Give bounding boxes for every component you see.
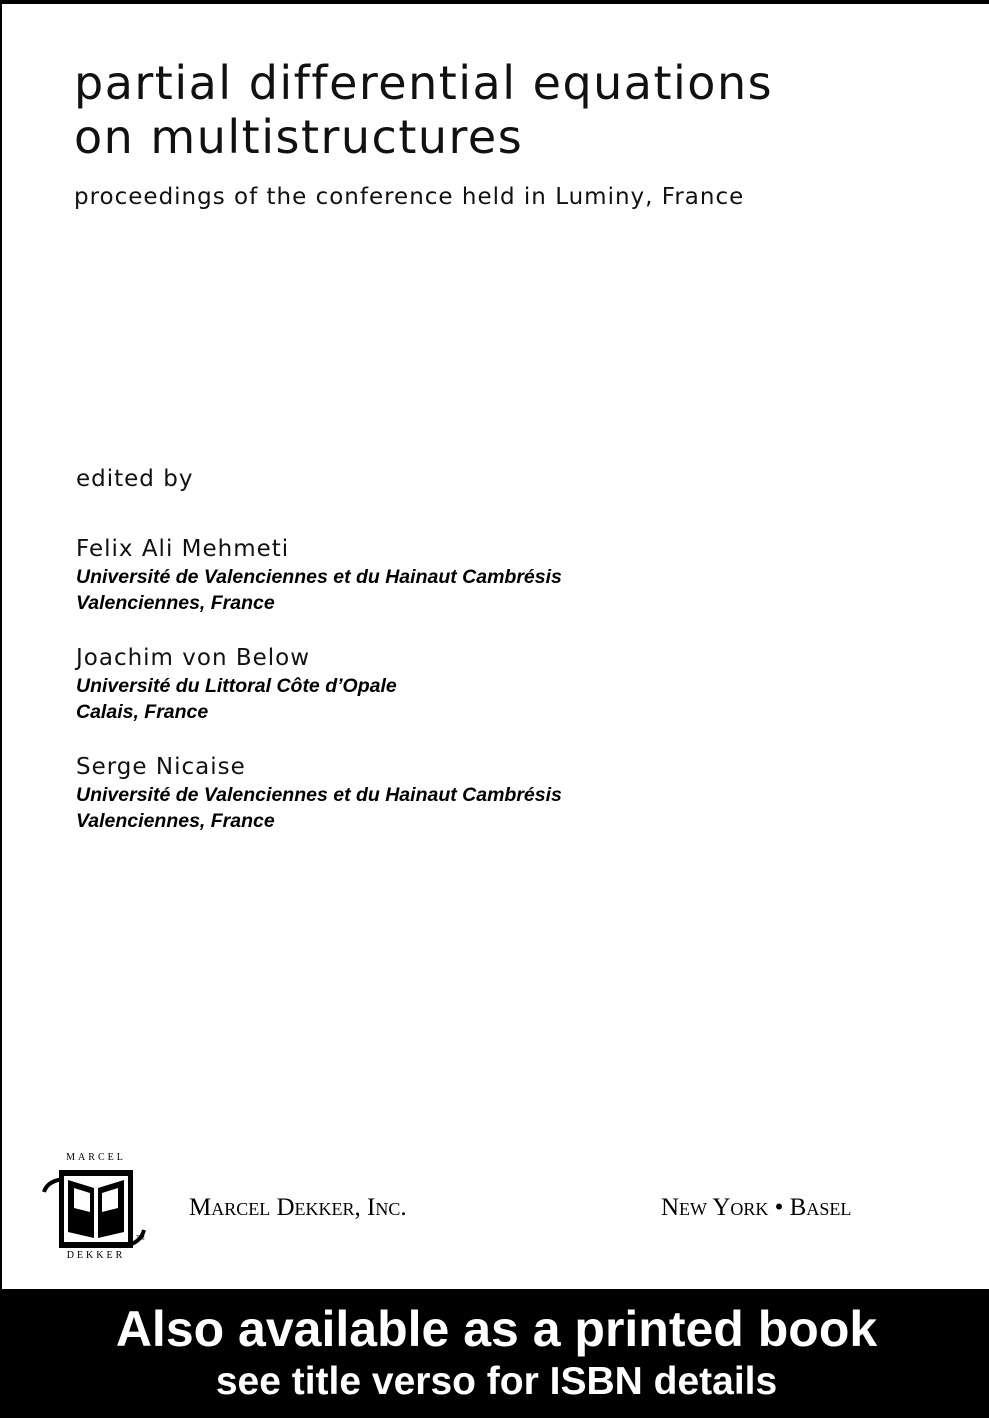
book-subtitle: proceedings of the conference held in Luminy, France <box>74 184 745 210</box>
publisher-name: Marcel Dekker, Inc. <box>189 1194 407 1221</box>
editor-location: Valenciennes, France <box>76 592 275 614</box>
logo-word-top: MARCEL <box>66 1152 126 1163</box>
editor-3 <box>76 752 562 834</box>
logo-word-bottom: DEKKER <box>66 1250 126 1261</box>
editor-1 <box>76 534 562 616</box>
editor-name: Felix Ali Mehmeti <box>76 536 290 562</box>
editor-affiliation: Université du Littoral Côte d’Opale <box>76 675 397 697</box>
editor-location: Calais, France <box>76 701 209 723</box>
banner-headline: Also available as a printed book <box>115 1301 878 1357</box>
editor-affiliation: Université de Valenciennes et du Hainaut Cambrésis <box>76 784 562 806</box>
edited-by-label: edited by <box>76 466 194 492</box>
publisher-logo <box>40 1152 152 1264</box>
book-title <box>74 56 773 164</box>
editor-2 <box>76 643 397 725</box>
book-icon <box>40 1152 152 1264</box>
banner-subline: see title verso for ISBN details <box>215 1360 778 1403</box>
publisher-location: New York • Basel <box>661 1194 852 1221</box>
editor-affiliation: Université de Valenciennes et du Hainaut Cambrésis <box>76 566 562 588</box>
book-title-line-2: on multistructures <box>74 110 524 164</box>
editor-name: Serge Nicaise <box>76 754 246 780</box>
trademark-mark: TM <box>136 1236 145 1242</box>
printed-book-banner <box>2 1289 989 1418</box>
book-title-line-1: partial differential equations <box>74 56 774 110</box>
editor-name: Joachim von Below <box>76 645 311 671</box>
editor-location: Valenciennes, France <box>76 810 275 832</box>
